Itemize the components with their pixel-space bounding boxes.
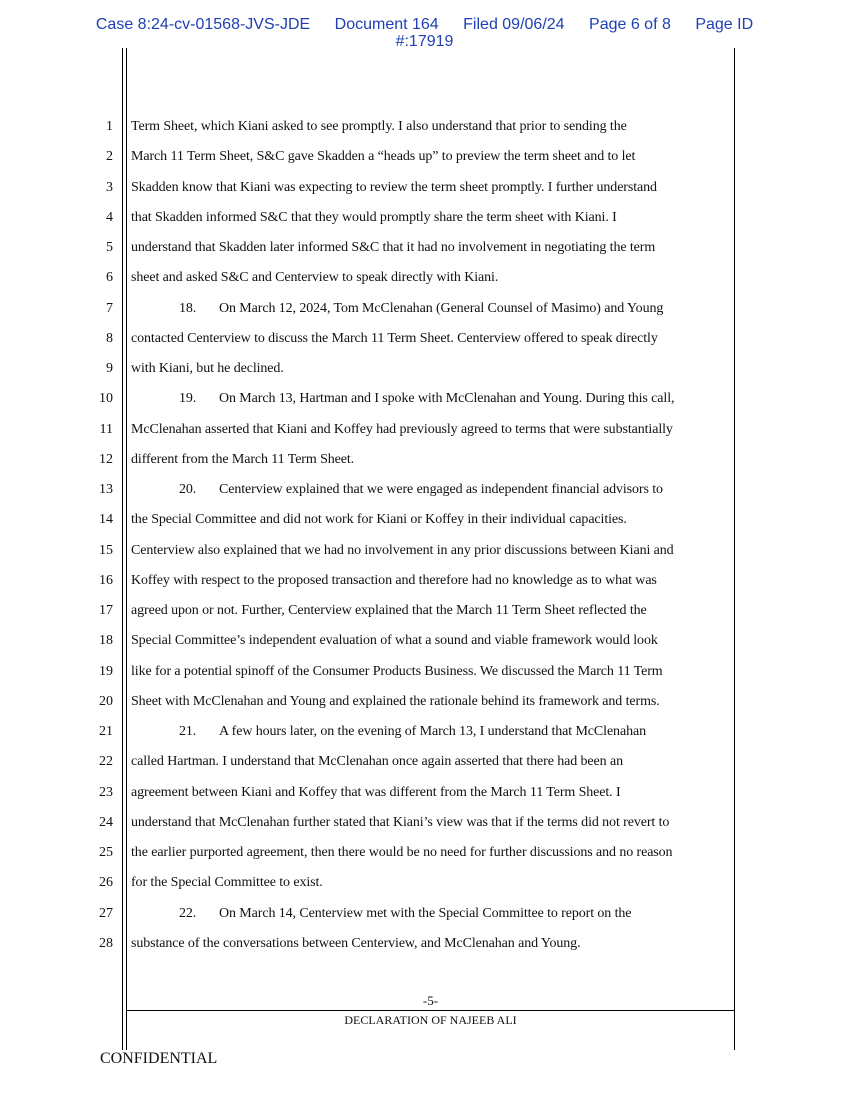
filed-date: Filed 09/06/24 bbox=[463, 16, 565, 33]
line-number-column bbox=[80, 112, 113, 959]
body-line bbox=[131, 657, 731, 687]
body-line bbox=[131, 294, 731, 324]
line-number: 11 bbox=[99, 421, 113, 437]
body-line bbox=[131, 505, 731, 535]
body-line bbox=[131, 384, 731, 414]
line-text: the earlier purported agreement, then there would be no need for further discussions and no reason bbox=[131, 845, 673, 860]
line-number: 22 bbox=[99, 754, 113, 770]
body-line bbox=[131, 596, 731, 626]
line-number: 12 bbox=[99, 451, 113, 467]
line-number: 27 bbox=[99, 905, 113, 921]
body-line bbox=[131, 778, 731, 808]
line-text: like for a potential spinoff of the Consumer Products Business. We discussed the March 11 Term bbox=[131, 663, 663, 679]
declaration-body bbox=[131, 112, 731, 959]
body-line bbox=[131, 717, 731, 747]
line-text: agreement between Kiani and Koffey that was different from the March 11 Term Sheet. I bbox=[131, 784, 621, 800]
line-number: 15 bbox=[99, 542, 113, 558]
line-text: McClenahan asserted that Kiani and Koffey had previously agreed to terms that were substantially bbox=[131, 421, 673, 437]
body-line bbox=[131, 354, 731, 384]
line-text: substance of the conversations between Centerview, and McClenahan and Young. bbox=[131, 935, 581, 951]
body-line bbox=[131, 173, 731, 203]
line-number: 21 bbox=[99, 724, 113, 739]
line-number: 4 bbox=[106, 209, 113, 225]
right-margin-rule bbox=[734, 48, 735, 1050]
line-number: 9 bbox=[106, 361, 113, 376]
line-text: Term Sheet, which Kiani asked to see promptly. I also understand that prior to sending the bbox=[131, 119, 627, 134]
page-id-label: Page ID bbox=[695, 16, 754, 33]
line-text: Sheet with McClenahan and Young and explained the rationale behind its framework and terms. bbox=[131, 693, 660, 709]
footer-rule bbox=[126, 1010, 735, 1011]
body-line bbox=[131, 868, 731, 898]
line-number: 25 bbox=[99, 845, 113, 860]
line-number: 26 bbox=[99, 875, 113, 891]
body-line bbox=[131, 142, 731, 172]
line-text: understand that Skadden later informed S&C that it had no involvement in negotiating the term bbox=[131, 240, 656, 255]
line-text: On March 13, Hartman and I spoke with McClenahan and Young. During this call, bbox=[219, 391, 675, 407]
body-line bbox=[131, 687, 731, 717]
page-id-value: #:17919 bbox=[395, 33, 454, 50]
ecf-header bbox=[0, 16, 849, 50]
body-line bbox=[131, 324, 731, 354]
body-line bbox=[131, 415, 731, 445]
line-text: for the Special Committee to exist. bbox=[131, 875, 323, 891]
line-number: 18 bbox=[99, 633, 113, 649]
line-text: contacted Centerview to discuss the March 11 Term Sheet. Centerview offered to speak directly bbox=[131, 330, 658, 346]
body-line bbox=[131, 566, 731, 596]
body-line bbox=[131, 929, 731, 959]
line-number: 2 bbox=[106, 149, 113, 165]
case-number: Case 8:24-cv-01568-JVS-JDE bbox=[95, 16, 311, 33]
body-line bbox=[131, 233, 731, 263]
line-text: that Skadden informed S&C that they would promptly share the term sheet with Kiani. I bbox=[131, 209, 617, 225]
line-text: On March 12, 2024, Tom McClenahan (General Counsel of Masimo) and Young bbox=[219, 300, 664, 316]
line-number: 5 bbox=[106, 240, 113, 255]
line-number: 23 bbox=[99, 784, 113, 800]
body-line bbox=[131, 899, 731, 929]
paragraph-number: 22. bbox=[179, 905, 197, 921]
line-text: A few hours later, on the evening of March 13, I understand that McClenahan bbox=[219, 724, 646, 739]
body-line bbox=[131, 112, 731, 142]
body-line bbox=[131, 808, 731, 838]
line-number: 13 bbox=[99, 482, 113, 497]
line-number: 8 bbox=[106, 330, 113, 346]
line-text: On March 14, Centerview met with the Special Committee to report on the bbox=[219, 905, 632, 921]
body-line bbox=[131, 536, 731, 566]
line-number: 16 bbox=[99, 572, 113, 588]
line-number: 28 bbox=[99, 935, 113, 951]
paragraph-number: 20. bbox=[179, 482, 197, 497]
line-number: 3 bbox=[106, 179, 113, 195]
line-text: March 11 Term Sheet, S&C gave Skadden a “heads up” to preview the term sheet and to let bbox=[131, 149, 636, 165]
line-text: sheet and asked S&C and Centerview to speak directly with Kiani. bbox=[131, 270, 499, 286]
line-text: Koffey with respect to the proposed transaction and therefore had no knowledge as to what was bbox=[131, 572, 657, 588]
body-line bbox=[131, 475, 731, 505]
line-text: different from the March 11 Term Sheet. bbox=[131, 451, 355, 467]
line-text: the Special Committee and did not work for Kiani or Koffey in their individual capacities. bbox=[131, 512, 627, 528]
line-number: 10 bbox=[99, 391, 113, 407]
line-text: Skadden know that Kiani was expecting to review the term sheet promptly. I further understand bbox=[131, 179, 657, 195]
line-number: 7 bbox=[106, 300, 113, 316]
line-number: 20 bbox=[99, 693, 113, 709]
line-text: Centerview explained that we were engaged as independent financial advisors to bbox=[219, 482, 663, 497]
line-text: Special Committee’s independent evaluation of what a sound and viable framework would look bbox=[131, 633, 658, 649]
body-line bbox=[131, 747, 731, 777]
line-text: with Kiani, but he declined. bbox=[131, 361, 284, 376]
line-number: 24 bbox=[99, 814, 113, 830]
paragraph-number: 18. bbox=[179, 300, 197, 316]
left-margin-rule-outer bbox=[122, 48, 123, 1050]
body-line bbox=[131, 263, 731, 293]
document-number: Document 164 bbox=[334, 16, 439, 33]
line-number: 1 bbox=[106, 119, 113, 134]
body-line bbox=[131, 445, 731, 475]
line-number: 14 bbox=[99, 512, 113, 528]
line-text: called Hartman. I understand that McClenahan once again asserted that there had been an bbox=[131, 754, 623, 770]
footer-title: DECLARATION OF NAJEEB ALI bbox=[344, 1013, 517, 1027]
paragraph-number: 21. bbox=[179, 724, 197, 739]
line-number: 6 bbox=[106, 270, 113, 286]
line-text: Centerview also explained that we had no involvement in any prior discussions between Kiani and bbox=[131, 542, 674, 558]
confidential-label: CONFIDENTIAL bbox=[100, 1050, 218, 1067]
page-count: Page 6 of 8 bbox=[589, 16, 671, 33]
line-number: 19 bbox=[99, 663, 113, 679]
footer-page-number: -5- bbox=[422, 993, 439, 1008]
body-line bbox=[131, 203, 731, 233]
line-text: agreed upon or not. Further, Centerview explained that the March 11 Term Sheet reflected the bbox=[131, 603, 647, 618]
line-number: 17 bbox=[99, 603, 113, 618]
body-line bbox=[131, 838, 731, 868]
left-margin-rule-inner bbox=[126, 48, 127, 1050]
paragraph-number: 19. bbox=[179, 391, 197, 407]
line-text: understand that McClenahan further stated that Kiani’s view was that if the terms did not revert to bbox=[131, 814, 670, 830]
body-line bbox=[131, 626, 731, 656]
